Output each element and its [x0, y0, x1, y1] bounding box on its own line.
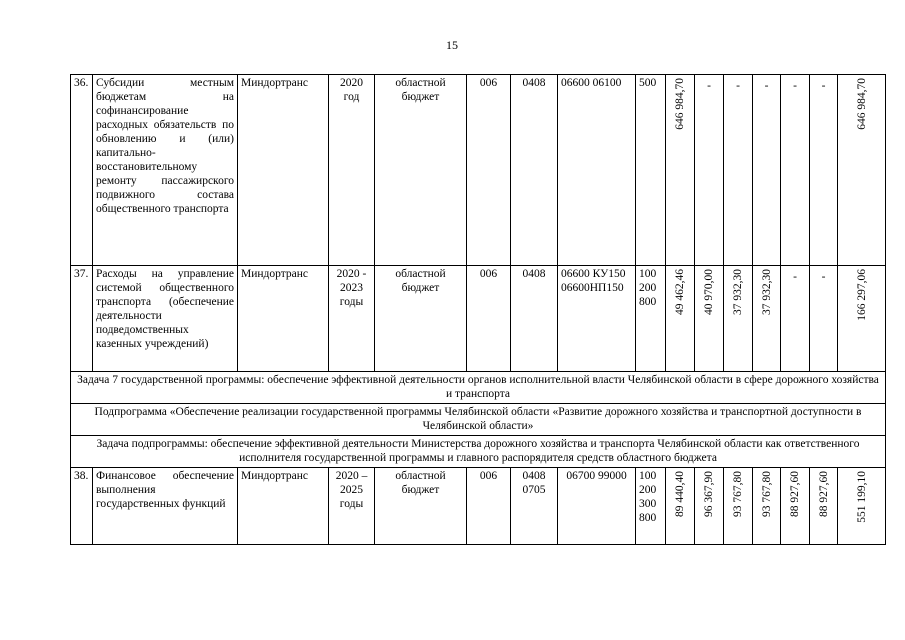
table-row [71, 75, 886, 266]
value-text: - [821, 271, 826, 283]
rzpr-code: 0408 0705 [511, 468, 558, 545]
value-text: 88 927,60 [789, 471, 801, 517]
section-row [71, 372, 886, 404]
value-text: 49 462,46 [674, 269, 686, 315]
executor: Миндортранс [238, 75, 329, 266]
funding-source: областной бюджет [375, 75, 467, 266]
row-number: 36. [71, 75, 93, 266]
vr-code: 100 200 800 [636, 266, 666, 372]
grbs-code: 006 [467, 266, 511, 372]
value-cell [695, 468, 724, 545]
measure-name: Финансовое обеспечение выполнения государственных функций [93, 468, 238, 545]
funding-source: областной бюджет [375, 266, 467, 372]
value-cell [695, 266, 724, 372]
grbs-code: 006 [467, 75, 511, 266]
value-cell [753, 468, 781, 545]
table-row [71, 266, 886, 372]
measure-name: Субсидии местным бюджетам на софинансирование расходных обязательств по обновлению и (или) капитально-восстановительному ремонту пассажирского подвижного состава общественного транспорта [93, 75, 238, 266]
value-text: - [736, 80, 740, 92]
section-task7: Задача 7 государственной программы: обеспечение эффективной деятельности органов исполнительной власти Челябинской области в сфере дорожного хозяйства и транспорта [71, 372, 886, 404]
rzpr-code: 0408 [511, 266, 558, 372]
value-text: - [821, 80, 826, 92]
value-cell [753, 75, 781, 266]
vr-code: 100 200 300 800 [636, 468, 666, 545]
period: 2020 – 2025 годы [329, 468, 375, 545]
measure-name: Расходы на управление системой общественного транспорта (обеспечение деятельности подведомственных казенных учреждений) [93, 266, 238, 372]
csr-code: 06600 КУ150 06600НП150 [558, 266, 636, 372]
csr-code: 06700 99000 [558, 468, 636, 545]
executor: Миндортранс [238, 266, 329, 372]
vr-code: 500 [636, 75, 666, 266]
budget-table [70, 74, 886, 545]
value-text: - [793, 271, 797, 283]
grbs-code: 006 [467, 468, 511, 545]
period: 2020 - 2023 годы [329, 266, 375, 372]
value-text: 40 970,00 [703, 269, 715, 315]
table-row [71, 468, 886, 545]
value-cell [666, 468, 695, 545]
row-number: 38. [71, 468, 93, 545]
csr-code: 06600 06100 [558, 75, 636, 266]
section-task-subprogram: Задача подпрограммы: обеспечение эффективной деятельности Министерства дорожного хозяйства и транспорта Челябинской области как ответственного исполнителя государственной программы и главного распорядителя средств областного бюджета [71, 436, 886, 468]
section-row [71, 436, 886, 468]
value-cell [810, 266, 838, 372]
value-text: 88 927,60 [817, 471, 830, 517]
value-text: - [707, 80, 711, 92]
value-cell [666, 75, 695, 266]
total-cell [838, 266, 886, 372]
value-text: 646 984,70 [674, 78, 686, 130]
value-text: 551 199,10 [855, 471, 868, 523]
value-cell [781, 266, 810, 372]
value-cell [810, 468, 838, 545]
value-cell [724, 468, 753, 545]
value-cell [724, 266, 753, 372]
funding-source: областной бюджет [375, 468, 467, 545]
value-text: 166 297,06 [855, 269, 868, 321]
value-cell [753, 266, 781, 372]
page-number: 15 [446, 38, 458, 52]
value-text: - [793, 80, 797, 92]
value-text: 93 767,80 [732, 471, 744, 517]
value-text: - [764, 80, 769, 92]
value-cell [695, 75, 724, 266]
value-cell [810, 75, 838, 266]
section-row [71, 404, 886, 436]
value-text: 37 932,30 [760, 269, 773, 315]
value-cell [781, 468, 810, 545]
value-cell [781, 75, 810, 266]
value-cell [724, 75, 753, 266]
value-text: 96 367,90 [703, 471, 715, 517]
value-text: 93 767,80 [760, 471, 773, 517]
period: 2020 год [329, 75, 375, 266]
value-text: 37 932,30 [732, 269, 744, 315]
value-cell [666, 266, 695, 372]
row-number: 37. [71, 266, 93, 372]
value-text: 89 440,40 [674, 471, 686, 517]
total-cell [838, 468, 886, 545]
executor: Миндортранс [238, 468, 329, 545]
total-cell [838, 75, 886, 266]
rzpr-code: 0408 [511, 75, 558, 266]
section-subprogram: Подпрограмма «Обеспечение реализации государственной программы Челябинской области «Развитие дорожного хозяйства и транспортной доступности в Челябинской области» [71, 404, 886, 436]
value-text: 646 984,70 [855, 78, 868, 130]
